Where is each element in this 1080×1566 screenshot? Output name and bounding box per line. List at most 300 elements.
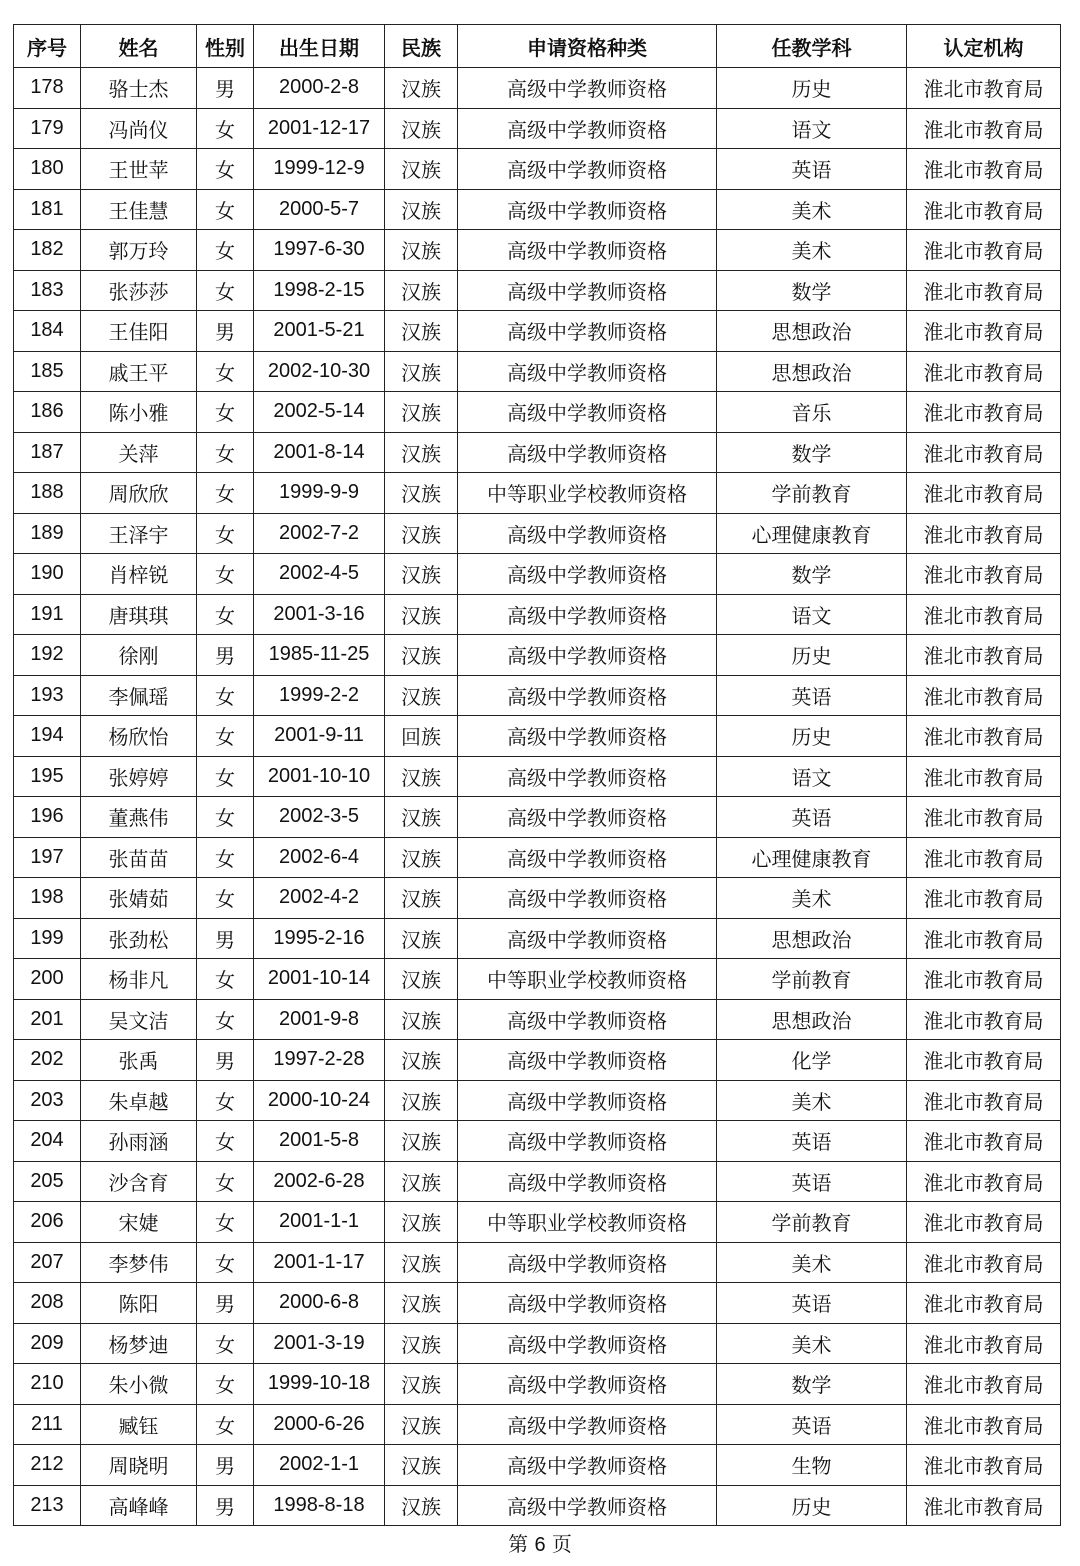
table-row xyxy=(14,351,1061,392)
cell-birthdate: 2000-6-26 xyxy=(254,1404,385,1445)
cell-subject: 美术 xyxy=(717,189,907,230)
cell-birthdate: 2002-1-1 xyxy=(254,1445,385,1486)
cell-gender: 女 xyxy=(197,878,254,919)
table-row xyxy=(14,270,1061,311)
cell-seq: 185 xyxy=(14,351,81,392)
cell-gender: 女 xyxy=(197,1404,254,1445)
cell-seq: 186 xyxy=(14,392,81,433)
cell-gender: 女 xyxy=(197,351,254,392)
cell-name: 孙雨涵 xyxy=(81,1121,197,1162)
header-row xyxy=(14,25,1061,68)
cell-authority: 淮北市教育局 xyxy=(907,1040,1061,1081)
cell-birthdate: 1999-12-9 xyxy=(254,149,385,190)
cell-name: 王泽宇 xyxy=(81,513,197,554)
cell-gender: 女 xyxy=(197,1364,254,1405)
table-row xyxy=(14,1323,1061,1364)
table-row xyxy=(14,1242,1061,1283)
cell-gender: 男 xyxy=(197,68,254,109)
table-header xyxy=(14,25,1061,68)
cell-seq: 190 xyxy=(14,554,81,595)
table-row xyxy=(14,675,1061,716)
table-row xyxy=(14,149,1061,190)
cell-subject: 思想政治 xyxy=(717,311,907,352)
cell-qualification-type: 高级中学教师资格 xyxy=(458,108,717,149)
cell-name: 宋婕 xyxy=(81,1202,197,1243)
cell-subject: 语文 xyxy=(717,756,907,797)
cell-subject: 语文 xyxy=(717,594,907,635)
cell-gender: 男 xyxy=(197,1040,254,1081)
cell-ethnicity: 汉族 xyxy=(385,311,458,352)
cell-birthdate: 2002-3-5 xyxy=(254,797,385,838)
cell-authority: 淮北市教育局 xyxy=(907,1404,1061,1445)
cell-seq: 182 xyxy=(14,230,81,271)
cell-authority: 淮北市教育局 xyxy=(907,1364,1061,1405)
cell-gender: 男 xyxy=(197,1485,254,1526)
cell-gender: 女 xyxy=(197,1121,254,1162)
cell-gender: 女 xyxy=(197,189,254,230)
cell-birthdate: 2002-4-2 xyxy=(254,878,385,919)
table-row xyxy=(14,1080,1061,1121)
cell-name: 杨梦迪 xyxy=(81,1323,197,1364)
cell-name: 王佳慧 xyxy=(81,189,197,230)
table-row xyxy=(14,878,1061,919)
cell-seq: 183 xyxy=(14,270,81,311)
cell-gender: 女 xyxy=(197,797,254,838)
cell-seq: 184 xyxy=(14,311,81,352)
cell-subject: 英语 xyxy=(717,675,907,716)
header-cell-birthdate: 出生日期 xyxy=(254,25,385,68)
cell-gender: 女 xyxy=(197,230,254,271)
cell-authority: 淮北市教育局 xyxy=(907,1242,1061,1283)
cell-subject: 英语 xyxy=(717,797,907,838)
cell-ethnicity: 汉族 xyxy=(385,1202,458,1243)
cell-subject: 学前教育 xyxy=(717,473,907,514)
cell-name: 朱卓越 xyxy=(81,1080,197,1121)
cell-seq: 208 xyxy=(14,1283,81,1324)
cell-birthdate: 1998-8-18 xyxy=(254,1485,385,1526)
cell-qualification-type: 高级中学教师资格 xyxy=(458,1161,717,1202)
table-row xyxy=(14,1040,1061,1081)
cell-gender: 女 xyxy=(197,513,254,554)
cell-birthdate: 1997-2-28 xyxy=(254,1040,385,1081)
cell-birthdate: 1999-10-18 xyxy=(254,1364,385,1405)
cell-authority: 淮北市教育局 xyxy=(907,594,1061,635)
cell-seq: 206 xyxy=(14,1202,81,1243)
cell-seq: 212 xyxy=(14,1445,81,1486)
cell-qualification-type: 高级中学教师资格 xyxy=(458,1323,717,1364)
cell-birthdate: 1998-2-15 xyxy=(254,270,385,311)
cell-gender: 男 xyxy=(197,1445,254,1486)
cell-subject: 英语 xyxy=(717,1161,907,1202)
cell-subject: 数学 xyxy=(717,270,907,311)
cell-name: 骆士杰 xyxy=(81,68,197,109)
cell-authority: 淮北市教育局 xyxy=(907,756,1061,797)
cell-seq: 197 xyxy=(14,837,81,878)
table-row xyxy=(14,311,1061,352)
cell-birthdate: 2001-10-10 xyxy=(254,756,385,797)
cell-authority: 淮北市教育局 xyxy=(907,1445,1061,1486)
cell-seq: 211 xyxy=(14,1404,81,1445)
table-row xyxy=(14,1121,1061,1162)
cell-authority: 淮北市教育局 xyxy=(907,68,1061,109)
cell-ethnicity: 汉族 xyxy=(385,635,458,676)
cell-authority: 淮北市教育局 xyxy=(907,351,1061,392)
cell-ethnicity: 汉族 xyxy=(385,1040,458,1081)
cell-subject: 历史 xyxy=(717,635,907,676)
cell-subject: 美术 xyxy=(717,1080,907,1121)
cell-subject: 英语 xyxy=(717,1121,907,1162)
cell-qualification-type: 高级中学教师资格 xyxy=(458,635,717,676)
cell-ethnicity: 汉族 xyxy=(385,1445,458,1486)
cell-authority: 淮北市教育局 xyxy=(907,230,1061,271)
cell-seq: 202 xyxy=(14,1040,81,1081)
cell-seq: 213 xyxy=(14,1485,81,1526)
cell-gender: 女 xyxy=(197,1242,254,1283)
cell-name: 关萍 xyxy=(81,432,197,473)
cell-authority: 淮北市教育局 xyxy=(907,1161,1061,1202)
cell-authority: 淮北市教育局 xyxy=(907,1283,1061,1324)
cell-seq: 189 xyxy=(14,513,81,554)
cell-ethnicity: 汉族 xyxy=(385,1323,458,1364)
cell-ethnicity: 汉族 xyxy=(385,1485,458,1526)
cell-birthdate: 2001-9-11 xyxy=(254,716,385,757)
cell-qualification-type: 高级中学教师资格 xyxy=(458,999,717,1040)
cell-name: 杨非凡 xyxy=(81,959,197,1000)
cell-ethnicity: 汉族 xyxy=(385,1364,458,1405)
cell-ethnicity: 汉族 xyxy=(385,756,458,797)
cell-seq: 204 xyxy=(14,1121,81,1162)
cell-seq: 181 xyxy=(14,189,81,230)
cell-qualification-type: 中等职业学校教师资格 xyxy=(458,959,717,1000)
cell-gender: 女 xyxy=(197,837,254,878)
table-row xyxy=(14,959,1061,1000)
cell-gender: 女 xyxy=(197,756,254,797)
cell-name: 张婷婷 xyxy=(81,756,197,797)
cell-qualification-type: 高级中学教师资格 xyxy=(458,270,717,311)
cell-qualification-type: 高级中学教师资格 xyxy=(458,230,717,271)
cell-seq: 209 xyxy=(14,1323,81,1364)
table-row xyxy=(14,594,1061,635)
table-row xyxy=(14,635,1061,676)
header-cell-qualification-type: 申请资格种类 xyxy=(458,25,717,68)
cell-gender: 女 xyxy=(197,716,254,757)
table-row xyxy=(14,1445,1061,1486)
cell-ethnicity: 汉族 xyxy=(385,392,458,433)
cell-name: 杨欣怡 xyxy=(81,716,197,757)
cell-authority: 淮北市教育局 xyxy=(907,189,1061,230)
cell-qualification-type: 高级中学教师资格 xyxy=(458,189,717,230)
cell-birthdate: 2002-6-28 xyxy=(254,1161,385,1202)
cell-birthdate: 2001-5-8 xyxy=(254,1121,385,1162)
cell-name: 董燕伟 xyxy=(81,797,197,838)
cell-authority: 淮北市教育局 xyxy=(907,716,1061,757)
cell-name: 周晓明 xyxy=(81,1445,197,1486)
cell-seq: 193 xyxy=(14,675,81,716)
cell-qualification-type: 高级中学教师资格 xyxy=(458,554,717,595)
cell-seq: 192 xyxy=(14,635,81,676)
cell-subject: 音乐 xyxy=(717,392,907,433)
cell-subject: 生物 xyxy=(717,1445,907,1486)
cell-ethnicity: 汉族 xyxy=(385,554,458,595)
cell-ethnicity: 汉族 xyxy=(385,959,458,1000)
table-row xyxy=(14,1485,1061,1526)
cell-birthdate: 1985-11-25 xyxy=(254,635,385,676)
table-row xyxy=(14,513,1061,554)
cell-qualification-type: 高级中学教师资格 xyxy=(458,1242,717,1283)
cell-birthdate: 1999-2-2 xyxy=(254,675,385,716)
cell-authority: 淮北市教育局 xyxy=(907,1485,1061,1526)
cell-authority: 淮北市教育局 xyxy=(907,108,1061,149)
cell-name: 张婧茹 xyxy=(81,878,197,919)
cell-ethnicity: 汉族 xyxy=(385,230,458,271)
cell-subject: 英语 xyxy=(717,1404,907,1445)
cell-subject: 心理健康教育 xyxy=(717,513,907,554)
header-cell-authority: 认定机构 xyxy=(907,25,1061,68)
table-row xyxy=(14,1202,1061,1243)
table-row xyxy=(14,1364,1061,1405)
header-cell-ethnicity: 民族 xyxy=(385,25,458,68)
cell-subject: 美术 xyxy=(717,1323,907,1364)
cell-authority: 淮北市教育局 xyxy=(907,918,1061,959)
table-row xyxy=(14,716,1061,757)
cell-name: 张禹 xyxy=(81,1040,197,1081)
cell-ethnicity: 汉族 xyxy=(385,432,458,473)
cell-name: 徐刚 xyxy=(81,635,197,676)
cell-name: 陈阳 xyxy=(81,1283,197,1324)
cell-authority: 淮北市教育局 xyxy=(907,473,1061,514)
cell-ethnicity: 汉族 xyxy=(385,68,458,109)
cell-qualification-type: 中等职业学校教师资格 xyxy=(458,473,717,514)
cell-subject: 数学 xyxy=(717,432,907,473)
cell-birthdate: 2002-4-5 xyxy=(254,554,385,595)
cell-seq: 207 xyxy=(14,1242,81,1283)
cell-gender: 女 xyxy=(197,432,254,473)
cell-name: 陈小雅 xyxy=(81,392,197,433)
cell-ethnicity: 汉族 xyxy=(385,513,458,554)
cell-qualification-type: 中等职业学校教师资格 xyxy=(458,1202,717,1243)
cell-subject: 学前教育 xyxy=(717,1202,907,1243)
cell-qualification-type: 高级中学教师资格 xyxy=(458,392,717,433)
cell-authority: 淮北市教育局 xyxy=(907,554,1061,595)
cell-gender: 女 xyxy=(197,149,254,190)
cell-birthdate: 1997-6-30 xyxy=(254,230,385,271)
cell-name: 高峰峰 xyxy=(81,1485,197,1526)
cell-ethnicity: 汉族 xyxy=(385,675,458,716)
cell-seq: 199 xyxy=(14,918,81,959)
cell-seq: 195 xyxy=(14,756,81,797)
header-cell-gender: 性别 xyxy=(197,25,254,68)
table-row xyxy=(14,108,1061,149)
cell-gender: 男 xyxy=(197,918,254,959)
cell-seq: 203 xyxy=(14,1080,81,1121)
cell-seq: 201 xyxy=(14,999,81,1040)
cell-authority: 淮北市教育局 xyxy=(907,999,1061,1040)
cell-subject: 化学 xyxy=(717,1040,907,1081)
cell-ethnicity: 汉族 xyxy=(385,1161,458,1202)
cell-subject: 历史 xyxy=(717,716,907,757)
cell-birthdate: 1999-9-9 xyxy=(254,473,385,514)
table-row xyxy=(14,230,1061,271)
cell-qualification-type: 高级中学教师资格 xyxy=(458,1080,717,1121)
cell-ethnicity: 汉族 xyxy=(385,189,458,230)
cell-qualification-type: 高级中学教师资格 xyxy=(458,1283,717,1324)
cell-subject: 美术 xyxy=(717,230,907,271)
cell-birthdate: 2001-12-17 xyxy=(254,108,385,149)
cell-qualification-type: 高级中学教师资格 xyxy=(458,918,717,959)
cell-authority: 淮北市教育局 xyxy=(907,1323,1061,1364)
table-row xyxy=(14,1283,1061,1324)
cell-seq: 179 xyxy=(14,108,81,149)
cell-authority: 淮北市教育局 xyxy=(907,797,1061,838)
cell-subject: 美术 xyxy=(717,878,907,919)
header-cell-seq: 序号 xyxy=(14,25,81,68)
cell-qualification-type: 高级中学教师资格 xyxy=(458,675,717,716)
page-number-suffix: 页 xyxy=(551,1532,572,1556)
page-footer xyxy=(0,1528,1080,1557)
cell-qualification-type: 高级中学教师资格 xyxy=(458,1040,717,1081)
cell-authority: 淮北市教育局 xyxy=(907,837,1061,878)
cell-birthdate: 2000-5-7 xyxy=(254,189,385,230)
cell-subject: 学前教育 xyxy=(717,959,907,1000)
cell-seq: 191 xyxy=(14,594,81,635)
cell-seq: 194 xyxy=(14,716,81,757)
cell-gender: 女 xyxy=(197,594,254,635)
cell-authority: 淮北市教育局 xyxy=(907,1080,1061,1121)
cell-birthdate: 2001-10-14 xyxy=(254,959,385,1000)
cell-subject: 数学 xyxy=(717,1364,907,1405)
cell-gender: 女 xyxy=(197,1161,254,1202)
cell-name: 吴文洁 xyxy=(81,999,197,1040)
cell-name: 周欣欣 xyxy=(81,473,197,514)
cell-qualification-type: 高级中学教师资格 xyxy=(458,878,717,919)
cell-birthdate: 2000-10-24 xyxy=(254,1080,385,1121)
table-row xyxy=(14,918,1061,959)
cell-name: 李佩瑶 xyxy=(81,675,197,716)
cell-gender: 女 xyxy=(197,270,254,311)
cell-subject: 思想政治 xyxy=(717,918,907,959)
table-row xyxy=(14,1404,1061,1445)
header-cell-name: 姓名 xyxy=(81,25,197,68)
cell-name: 冯尚仪 xyxy=(81,108,197,149)
cell-qualification-type: 高级中学教师资格 xyxy=(458,432,717,473)
cell-ethnicity: 汉族 xyxy=(385,1121,458,1162)
cell-birthdate: 2000-6-8 xyxy=(254,1283,385,1324)
cell-name: 戚王平 xyxy=(81,351,197,392)
cell-birthdate: 2000-2-8 xyxy=(254,68,385,109)
cell-gender: 女 xyxy=(197,108,254,149)
table-row xyxy=(14,473,1061,514)
cell-subject: 语文 xyxy=(717,108,907,149)
cell-name: 张苗苗 xyxy=(81,837,197,878)
cell-ethnicity: 汉族 xyxy=(385,1242,458,1283)
cell-qualification-type: 高级中学教师资格 xyxy=(458,149,717,190)
cell-birthdate: 2001-3-16 xyxy=(254,594,385,635)
cell-name: 唐琪琪 xyxy=(81,594,197,635)
page-number: 6 xyxy=(534,1534,546,1556)
cell-birthdate: 2001-5-21 xyxy=(254,311,385,352)
cell-qualification-type: 高级中学教师资格 xyxy=(458,1121,717,1162)
cell-qualification-type: 高级中学教师资格 xyxy=(458,1445,717,1486)
table-body xyxy=(14,68,1061,1526)
cell-gender: 男 xyxy=(197,311,254,352)
cell-birthdate: 2001-3-19 xyxy=(254,1323,385,1364)
cell-qualification-type: 高级中学教师资格 xyxy=(458,311,717,352)
cell-authority: 淮北市教育局 xyxy=(907,635,1061,676)
cell-name: 王世苹 xyxy=(81,149,197,190)
cell-authority: 淮北市教育局 xyxy=(907,1202,1061,1243)
cell-subject: 历史 xyxy=(717,68,907,109)
cell-ethnicity: 汉族 xyxy=(385,473,458,514)
cell-birthdate: 2001-1-17 xyxy=(254,1242,385,1283)
page-number-prefix: 第 xyxy=(508,1532,529,1556)
cell-subject: 思想政治 xyxy=(717,351,907,392)
cell-qualification-type: 高级中学教师资格 xyxy=(458,756,717,797)
cell-ethnicity: 汉族 xyxy=(385,837,458,878)
cell-seq: 205 xyxy=(14,1161,81,1202)
cell-ethnicity: 汉族 xyxy=(385,1080,458,1121)
cell-subject: 数学 xyxy=(717,554,907,595)
cell-gender: 女 xyxy=(197,959,254,1000)
cell-birthdate: 2001-1-1 xyxy=(254,1202,385,1243)
cell-qualification-type: 高级中学教师资格 xyxy=(458,1485,717,1526)
cell-seq: 178 xyxy=(14,68,81,109)
cell-name: 肖梓锐 xyxy=(81,554,197,595)
cell-ethnicity: 汉族 xyxy=(385,797,458,838)
cell-ethnicity: 汉族 xyxy=(385,270,458,311)
cell-ethnicity: 汉族 xyxy=(385,1283,458,1324)
cell-subject: 心理健康教育 xyxy=(717,837,907,878)
cell-ethnicity: 汉族 xyxy=(385,594,458,635)
cell-authority: 淮北市教育局 xyxy=(907,959,1061,1000)
cell-qualification-type: 高级中学教师资格 xyxy=(458,837,717,878)
cell-seq: 196 xyxy=(14,797,81,838)
cell-qualification-type: 高级中学教师资格 xyxy=(458,351,717,392)
cell-birthdate: 2002-7-2 xyxy=(254,513,385,554)
cell-name: 王佳阳 xyxy=(81,311,197,352)
cell-authority: 淮北市教育局 xyxy=(907,392,1061,433)
cell-gender: 女 xyxy=(197,1323,254,1364)
cell-authority: 淮北市教育局 xyxy=(907,878,1061,919)
header-cell-subject: 任教学科 xyxy=(717,25,907,68)
table-row xyxy=(14,756,1061,797)
cell-authority: 淮北市教育局 xyxy=(907,432,1061,473)
table-row xyxy=(14,68,1061,109)
cell-qualification-type: 高级中学教师资格 xyxy=(458,1364,717,1405)
cell-subject: 历史 xyxy=(717,1485,907,1526)
cell-gender: 男 xyxy=(197,635,254,676)
cell-authority: 淮北市教育局 xyxy=(907,311,1061,352)
cell-seq: 180 xyxy=(14,149,81,190)
cell-seq: 210 xyxy=(14,1364,81,1405)
cell-authority: 淮北市教育局 xyxy=(907,270,1061,311)
cell-ethnicity: 汉族 xyxy=(385,149,458,190)
cell-authority: 淮北市教育局 xyxy=(907,513,1061,554)
table-row xyxy=(14,837,1061,878)
teacher-qualification-table xyxy=(13,24,1061,1526)
table-row xyxy=(14,999,1061,1040)
cell-birthdate: 1995-2-16 xyxy=(254,918,385,959)
table-row xyxy=(14,189,1061,230)
cell-name: 张劲松 xyxy=(81,918,197,959)
cell-birthdate: 2002-5-14 xyxy=(254,392,385,433)
cell-gender: 女 xyxy=(197,473,254,514)
cell-seq: 188 xyxy=(14,473,81,514)
cell-gender: 女 xyxy=(197,675,254,716)
cell-subject: 思想政治 xyxy=(717,999,907,1040)
cell-qualification-type: 高级中学教师资格 xyxy=(458,68,717,109)
cell-subject: 美术 xyxy=(717,1242,907,1283)
table-row xyxy=(14,392,1061,433)
